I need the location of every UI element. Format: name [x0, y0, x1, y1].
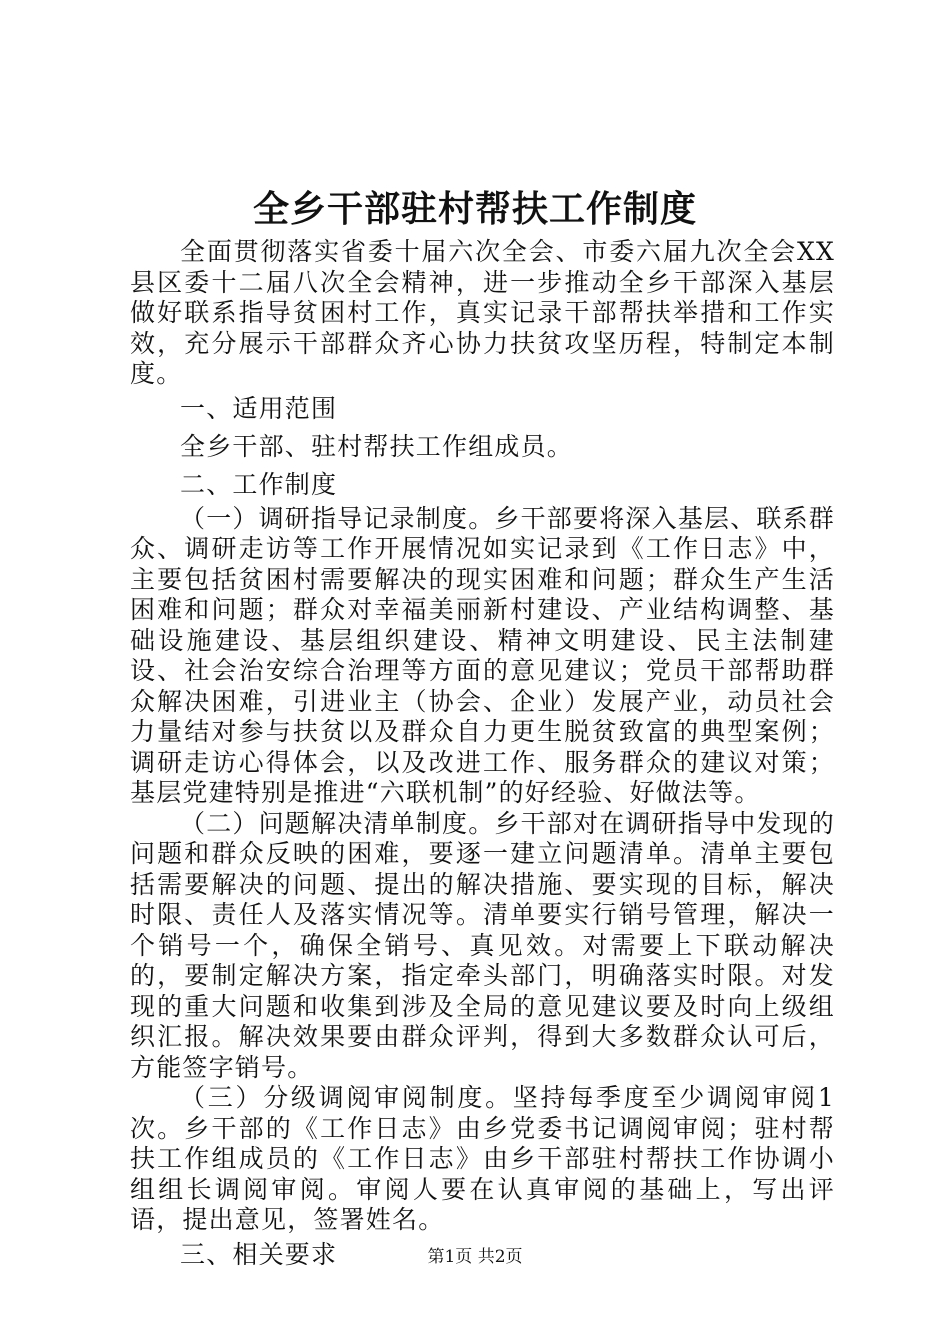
section-heading-scope: 一、适用范围 [180, 393, 338, 423]
item-research-record: （一）调研指导记录制度。乡干部要将深入基层、联系群众、调研走访等工作开展情况如实记录到《工作日志》中，主要包括贫困村需要解决的现实困难和问题；群众生产生活困难和问题；群众对幸福美丽新村建设、产业结构调整、基础设施建设、基层组织建设、精神文明建设、民主法制建设、社会治安综合治理等方面的意见建议；党员干部帮助群众解决困难，引进业主（协会、企业）发展产业，动员社会力量结对参与扶贫以及群众自力更生脱贫致富的典型案例；调研走访心得体会，以及改进工作、服务群众的建议对策；基层党建特别是推进“六联机制”的好经验、好做法等。 [130, 503, 836, 807]
section-heading-work-system: 二、工作制度 [180, 469, 338, 499]
document-title: 全乡干部驻村帮扶工作制度 [252, 188, 697, 230]
page-footer: 第1页 共2页 [427, 1247, 523, 1267]
scope-paragraph: 全乡干部、驻村帮扶工作组成员。 [180, 431, 574, 461]
document-body [130, 237, 835, 1274]
item-problem-checklist: （二）问题解决清单制度。乡干部对在调研指导中发现的问题和群众反映的困难，要逐一建立问题清单。清单主要包括需要解决的问题、提出的解决措施、要实现的目标，解决时限、责任人及落实情况等。清单要实行销号管理，解决一个销号一个，确保全销号、真见效。对需要上下联动解决的，要制定解决方案，指定牵头部门，明确落实时限。对发现的重大问题和收集到涉及全局的意见建议要及时向上级组织汇报。解决效果要由群众评判，得到大多数群众认可后，方能签字销号。 [130, 808, 836, 1082]
item-review-system: （三）分级调阅审阅制度。坚持每季度至少调阅审阅1次。乡干部的《工作日志》由乡党委书记调阅审阅；驻村帮扶工作组成员的《工作日志》由乡干部驻村帮扶工作协调小组组长调阅审阅。审阅人要在认真审阅的基础上，写出评语，提出意见，签署姓名。 [130, 1083, 835, 1234]
section-heading-requirements: 三、相关要求 [180, 1239, 338, 1269]
intro-paragraph: 全面贯彻落实省委十届六次全会、市委六届九次全会XX县区委十二届八次全会精神，进一步推动全乡干部深入基层做好联系指导贫困村工作，真实记录干部帮扶举措和工作实效，充分展示干部群众齐心协力扶贫攻坚历程，特制定本制度。 [130, 237, 835, 388]
